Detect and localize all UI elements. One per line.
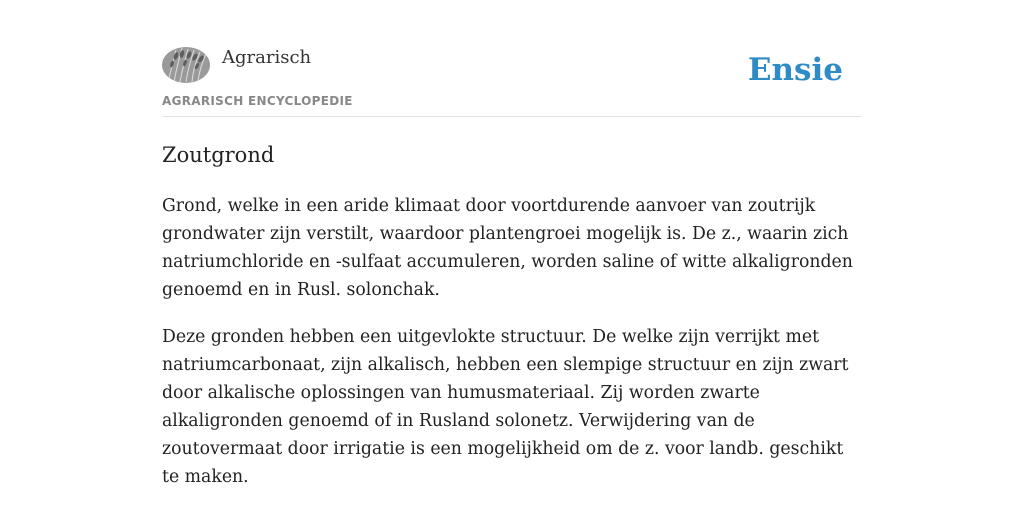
- page-title: Zoutgrond: [162, 143, 275, 167]
- source-header: [162, 44, 862, 117]
- article-paragraph: Grond, welke in een aride klimaat door voortdurende aanvoer van zoutrijk grondwater zijn verstilt, waardoor plantengroei mogelijk is. De z., waarin zich natriumchloride en -sulfaat accumuleren, worden saline of witte alkaligronden genoemd en in Rusl. solonchak.: [162, 196, 853, 300]
- source-subtitle: AGRARISCH ENCYCLOPEDIE: [162, 94, 353, 108]
- source-name[interactable]: Agrarisch: [222, 47, 312, 68]
- article-body: [162, 192, 862, 510]
- article-paragraph: Deze gronden hebben een uitgevlokte structuur. De welke zijn verrijkt met natriumcarbonaat, zijn alkalisch, hebben een slempige structuur en zijn zwart door alkalische oplossingen van humusmateriaal. Zij worden zwarte alkaligronden genoemd of in Rusland solonetz. Verwijdering van de zoutovermaat door irrigatie is een mogelijkheid om de z. voor landb. geschikt te maken.: [162, 327, 849, 487]
- brand-logo[interactable]: Ensie: [747, 52, 843, 88]
- wheat-logo-icon[interactable]: [162, 46, 210, 84]
